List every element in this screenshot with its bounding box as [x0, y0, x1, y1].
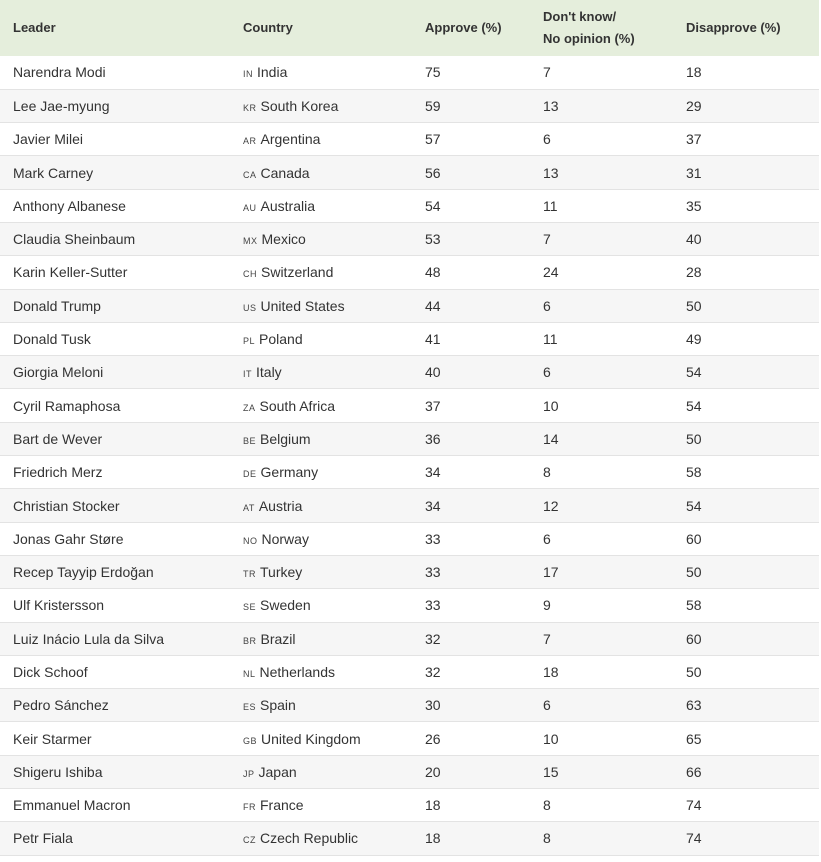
table-header — [0, 0, 819, 56]
cell-country — [230, 189, 412, 222]
country-code: ES — [243, 702, 257, 713]
table-body — [0, 56, 819, 855]
cell-disapprove: 35 — [686, 197, 702, 214]
country-name: Czech Republic — [260, 830, 359, 847]
cell-dont-know: 14 — [543, 430, 559, 447]
table-row — [0, 722, 819, 755]
country-name: Germany — [260, 464, 319, 481]
cell-country — [230, 522, 412, 555]
cell-leader: Bart de Wever — [13, 430, 103, 447]
cell-leader: Donald Trump — [13, 297, 101, 314]
cell-approve: 30 — [425, 697, 441, 714]
cell-approve: 56 — [425, 164, 441, 181]
table-row — [0, 123, 819, 156]
country-code: IN — [243, 69, 253, 80]
cell-leader: Narendra Modi — [13, 64, 106, 81]
country-code: CZ — [243, 835, 256, 846]
table-row — [0, 156, 819, 189]
cell-approve: 20 — [425, 763, 441, 780]
cell-disapprove: 54 — [686, 364, 702, 381]
cell-dont-know: 6 — [543, 364, 551, 381]
table-row — [0, 655, 819, 688]
table-row — [0, 522, 819, 555]
country-name: United Kingdom — [261, 730, 361, 747]
header-disapprove[interactable]: Disapprove (%) — [686, 20, 781, 35]
cell-dont-know: 6 — [543, 297, 551, 314]
cell-disapprove: 28 — [686, 264, 702, 281]
country-code: TR — [243, 569, 256, 580]
cell-leader: Petr Fiala — [13, 830, 73, 847]
cell-approve: 18 — [425, 797, 441, 814]
country-code: GB — [243, 735, 258, 746]
cell-disapprove: 49 — [686, 331, 702, 348]
country-code: SE — [243, 602, 257, 613]
table-row — [0, 422, 819, 455]
country-code: CA — [243, 169, 257, 180]
cell-approve: 59 — [425, 97, 441, 114]
cell-country — [230, 422, 412, 455]
cell-leader: Emmanuel Macron — [13, 797, 131, 814]
country-name: Australia — [260, 197, 315, 214]
table-row — [0, 456, 819, 489]
country-name: Netherlands — [259, 663, 336, 680]
cell-approve: 54 — [425, 197, 441, 214]
cell-approve: 32 — [425, 630, 441, 647]
cell-country — [230, 755, 412, 788]
table-row — [0, 256, 819, 289]
cell-disapprove: 63 — [686, 697, 702, 714]
country-code: BE — [243, 435, 257, 446]
cell-country — [230, 389, 412, 422]
header-approve[interactable]: Approve (%) — [425, 20, 502, 35]
table-row — [0, 822, 819, 855]
country-name: Japan — [258, 763, 297, 780]
cell-dont-know: 10 — [543, 730, 559, 747]
cell-country — [230, 156, 412, 189]
table-row — [0, 755, 819, 788]
header-country[interactable]: Country — [243, 20, 293, 35]
cell-leader: Mark Carney — [13, 164, 94, 181]
country-name: France — [260, 797, 304, 814]
cell-leader: Luiz Inácio Lula da Silva — [13, 630, 164, 647]
country-code: MX — [243, 236, 258, 247]
cell-country — [230, 256, 412, 289]
table-row — [0, 389, 819, 422]
table-row — [0, 622, 819, 655]
cell-approve: 41 — [425, 331, 441, 348]
cell-disapprove: 50 — [686, 297, 702, 314]
cell-country — [230, 89, 412, 122]
cell-dont-know: 12 — [543, 497, 559, 514]
cell-country — [230, 123, 412, 156]
table-row — [0, 356, 819, 389]
country-code: US — [243, 302, 257, 313]
cell-disapprove: 50 — [686, 663, 702, 680]
cell-leader: Recep Tayyip Erdoğan — [13, 564, 154, 581]
cell-dont-know: 18 — [543, 663, 559, 680]
country-code: KR — [243, 102, 257, 113]
cell-dont-know: 11 — [543, 331, 558, 348]
cell-approve: 40 — [425, 364, 441, 381]
cell-country — [230, 722, 412, 755]
cell-country — [230, 622, 412, 655]
table-row — [0, 489, 819, 522]
country-code: DE — [243, 469, 257, 480]
cell-disapprove: 18 — [686, 64, 702, 81]
cell-approve: 33 — [425, 530, 441, 547]
cell-disapprove: 65 — [686, 730, 702, 747]
country-code: NL — [243, 668, 256, 679]
cell-dont-know: 13 — [543, 164, 559, 181]
country-name: Italy — [256, 364, 282, 381]
cell-dont-know: 15 — [543, 763, 559, 780]
country-code: JP — [243, 768, 255, 779]
cell-disapprove: 74 — [686, 830, 702, 847]
cell-dont-know: 6 — [543, 131, 551, 148]
country-name: Austria — [258, 497, 303, 514]
cell-leader: Ulf Kristersson — [13, 597, 105, 614]
cell-disapprove: 54 — [686, 497, 702, 514]
cell-country — [230, 222, 412, 255]
cell-disapprove: 58 — [686, 597, 702, 614]
cell-leader: Anthony Albanese — [13, 197, 126, 214]
cell-country — [230, 789, 412, 822]
cell-leader: Cyril Ramaphosa — [13, 397, 121, 414]
table-row — [0, 189, 819, 222]
table-row — [0, 555, 819, 588]
cell-approve: 36 — [425, 430, 441, 447]
table-row — [0, 589, 819, 622]
cell-country — [230, 456, 412, 489]
cell-leader: Christian Stocker — [13, 497, 120, 514]
cell-country — [230, 322, 412, 355]
cell-dont-know: 13 — [543, 97, 559, 114]
country-code: PL — [243, 336, 256, 347]
cell-dont-know: 9 — [543, 597, 551, 614]
cell-leader: Donald Tusk — [13, 331, 91, 348]
cell-dont-know: 7 — [543, 630, 551, 647]
header-leader[interactable]: Leader — [13, 20, 56, 35]
cell-disapprove: 29 — [686, 97, 702, 114]
cell-approve: 34 — [425, 464, 441, 481]
cell-disapprove: 50 — [686, 430, 702, 447]
cell-country — [230, 356, 412, 389]
cell-approve: 26 — [425, 730, 441, 747]
cell-approve: 33 — [425, 597, 441, 614]
country-code: AR — [243, 136, 257, 147]
cell-disapprove: 37 — [686, 131, 702, 148]
cell-disapprove: 40 — [686, 231, 702, 248]
country-name: Turkey — [260, 564, 303, 581]
cell-country — [230, 655, 412, 688]
cell-dont-know: 7 — [543, 64, 551, 81]
country-code: CH — [243, 269, 257, 280]
cell-dont-know: 8 — [543, 830, 551, 847]
country-name: Poland — [259, 331, 303, 348]
cell-disapprove: 66 — [686, 763, 702, 780]
cell-dont-know: 17 — [543, 564, 559, 581]
cell-dont-know: 8 — [543, 464, 551, 481]
cell-disapprove: 60 — [686, 530, 702, 547]
cell-leader: Lee Jae-myung — [13, 97, 110, 114]
country-name: Argentina — [260, 131, 321, 148]
header-dont-know[interactable] — [530, 0, 673, 56]
cell-approve: 75 — [425, 64, 441, 81]
country-code: FR — [243, 802, 256, 813]
cell-leader: Keir Starmer — [13, 730, 92, 747]
country-name: India — [257, 64, 288, 81]
cell-dont-know: 10 — [543, 397, 559, 414]
country-code: ZA — [243, 402, 256, 413]
cell-country — [230, 822, 412, 855]
country-name: South Africa — [259, 397, 336, 414]
cell-country — [230, 589, 412, 622]
cell-country — [230, 689, 412, 722]
country-code: IT — [243, 369, 252, 380]
cell-approve: 33 — [425, 564, 441, 581]
cell-leader: Javier Milei — [13, 131, 84, 148]
table-row — [0, 689, 819, 722]
header-dont-know-line1: Don't know/ — [543, 9, 617, 24]
country-code: AT — [243, 502, 255, 513]
cell-dont-know: 6 — [543, 530, 551, 547]
cell-disapprove: 60 — [686, 630, 702, 647]
cell-disapprove: 31 — [686, 164, 702, 181]
header-row — [0, 0, 819, 56]
table-row — [0, 222, 819, 255]
cell-leader: Pedro Sánchez — [13, 697, 109, 714]
cell-country — [230, 555, 412, 588]
cell-dont-know: 11 — [543, 197, 558, 214]
header-dont-know-line2: No opinion (%) — [543, 31, 635, 46]
table-row — [0, 89, 819, 122]
cell-dont-know: 7 — [543, 231, 551, 248]
cell-approve: 53 — [425, 231, 441, 248]
cell-approve: 32 — [425, 663, 441, 680]
cell-approve: 44 — [425, 297, 441, 314]
country-name: Norway — [261, 530, 309, 547]
cell-leader: Karin Keller-Sutter — [13, 264, 128, 281]
country-name: Spain — [260, 697, 296, 714]
cell-leader: Claudia Sheinbaum — [13, 231, 136, 248]
cell-country — [230, 289, 412, 322]
country-name: Switzerland — [261, 264, 334, 281]
country-name: Belgium — [260, 430, 311, 447]
cell-disapprove: 58 — [686, 464, 702, 481]
country-code: NO — [243, 535, 258, 546]
cell-approve: 48 — [425, 264, 441, 281]
cell-dont-know: 24 — [543, 264, 559, 281]
table-row — [0, 289, 819, 322]
cell-disapprove: 54 — [686, 397, 702, 414]
cell-leader: Friedrich Merz — [13, 464, 103, 481]
cell-leader: Giorgia Meloni — [13, 364, 104, 381]
country-name: Brazil — [260, 630, 296, 647]
country-name: United States — [260, 297, 345, 314]
cell-disapprove: 74 — [686, 797, 702, 814]
cell-approve: 37 — [425, 397, 441, 414]
cell-leader: Dick Schoof — [13, 663, 88, 680]
cell-disapprove: 50 — [686, 564, 702, 581]
cell-leader: Shigeru Ishiba — [13, 763, 103, 780]
table-row — [0, 322, 819, 355]
cell-dont-know: 6 — [543, 697, 551, 714]
cell-country — [230, 489, 412, 522]
country-name: South Korea — [260, 97, 339, 114]
country-name: Sweden — [260, 597, 311, 614]
country-code: AU — [243, 202, 257, 213]
country-name: Mexico — [261, 231, 306, 248]
cell-dont-know: 8 — [543, 797, 551, 814]
country-name: Canada — [260, 164, 310, 181]
cell-approve: 57 — [425, 131, 441, 148]
cell-country — [230, 56, 412, 89]
table-row — [0, 56, 819, 89]
cell-leader: Jonas Gahr Støre — [13, 530, 124, 547]
cell-approve: 18 — [425, 830, 441, 847]
cell-approve: 34 — [425, 497, 441, 514]
country-code: BR — [243, 635, 257, 646]
table-row — [0, 789, 819, 822]
